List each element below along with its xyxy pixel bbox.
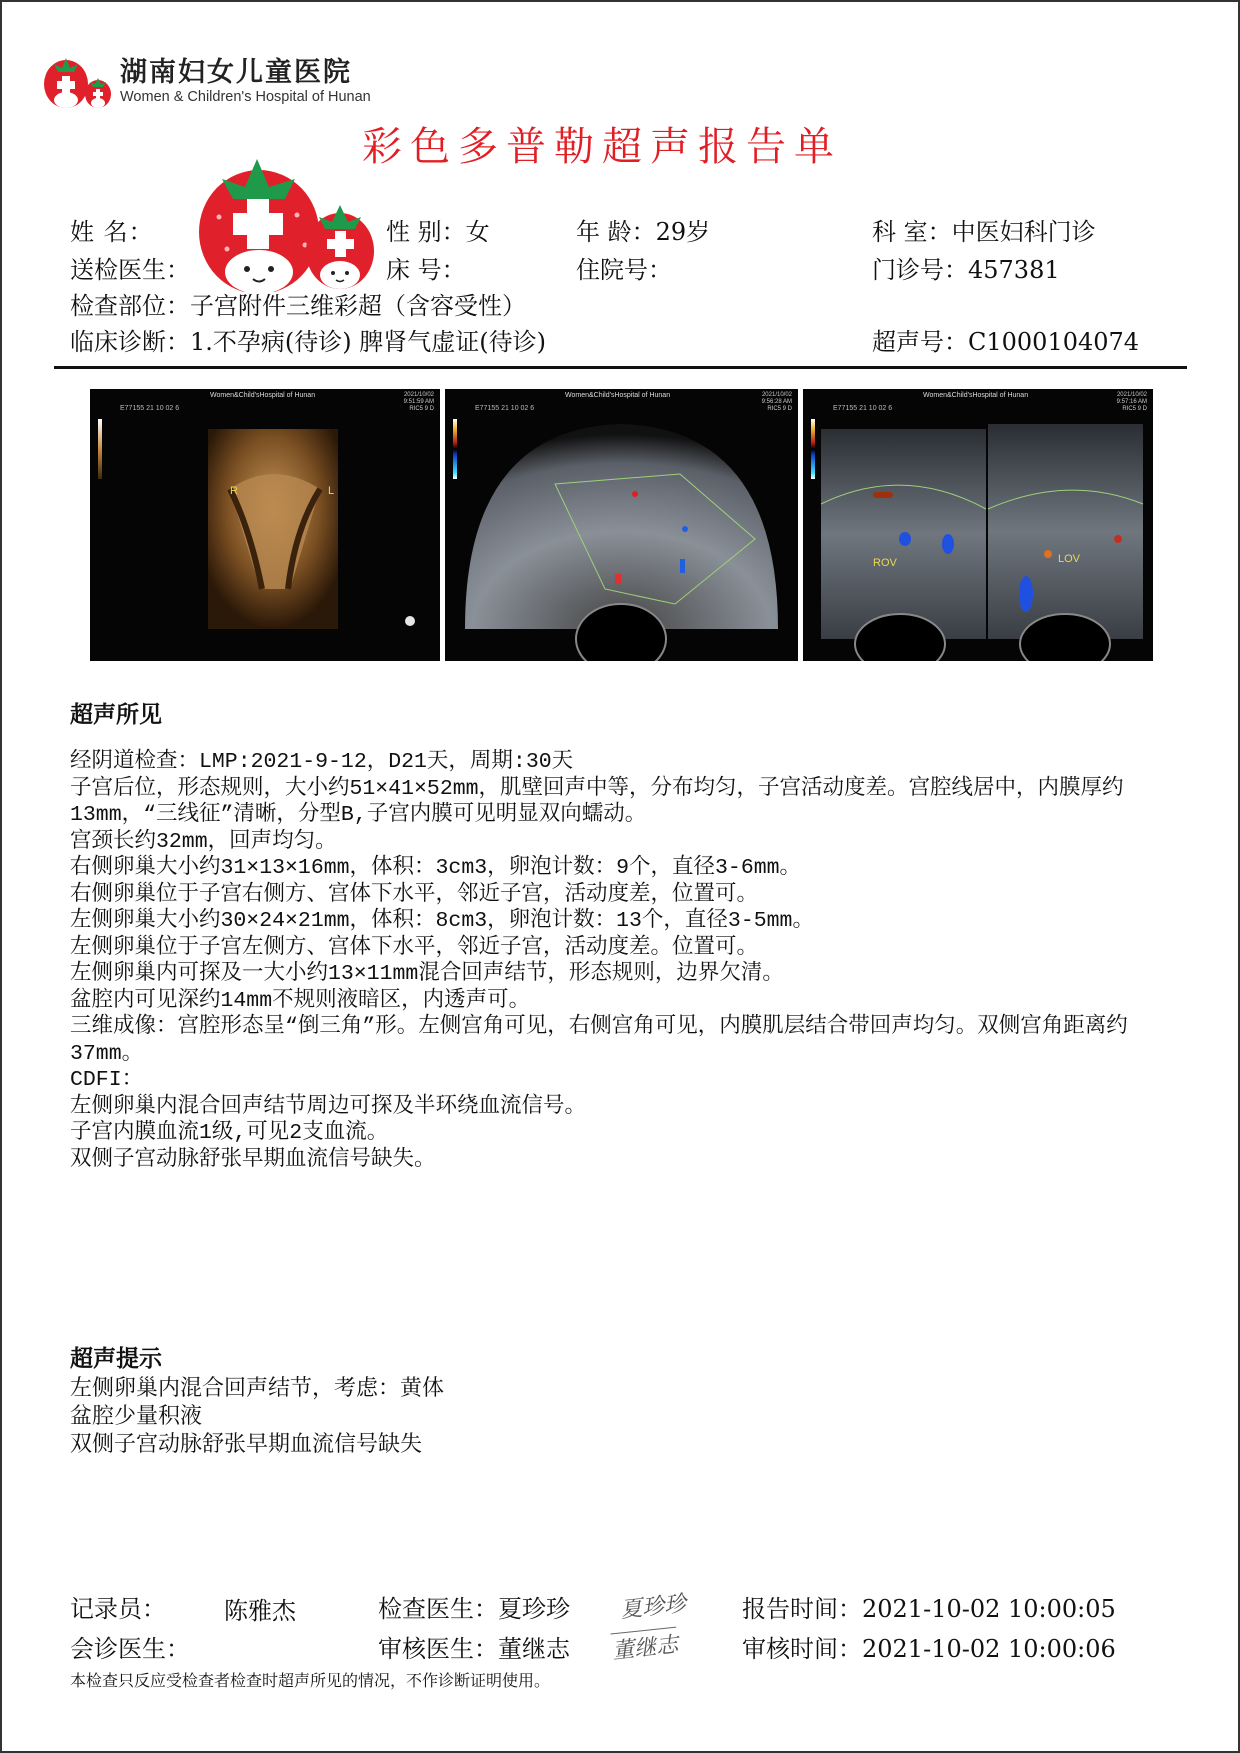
findings-line: 子宫内膜血流1级,可见2支血流。 <box>70 1121 389 1145</box>
review-time-label: 审核时间： <box>742 1635 862 1663</box>
exam-doctor-label: 检查医生： <box>378 1595 498 1623</box>
ultrasound-image-doppler-ovaries <box>803 389 1153 661</box>
image-date: 2021/10/02 <box>761 392 792 398</box>
ultrasound-images <box>90 389 1153 661</box>
findings-line: 盆腔内可见深约14mm不规则液暗区，内透声可。 <box>70 988 531 1013</box>
bed-field <box>386 254 466 286</box>
bed-label: 床 号： <box>386 256 466 284</box>
report-time-field <box>742 1592 1116 1626</box>
age-label: 年 龄： <box>576 218 656 246</box>
consult-doctor-field <box>70 1632 190 1666</box>
exam-site-value: 子宫附件三维彩超（含容受性） <box>190 292 526 320</box>
report-time-label: 报告时间： <box>742 1595 862 1623</box>
image-patient-code: E77155 21 10 02 6 <box>475 405 535 412</box>
marker-right: R <box>230 485 238 497</box>
referring-doctor-field <box>70 254 190 286</box>
findings-line: 双侧子宫动脉舒张早期血流信号缺失。 <box>70 1147 436 1172</box>
findings-line: 三维成像：宫腔形态呈“倒三角”形。左侧宫角可见，右侧宫角可见，内膜肌层结合带回声均匀。双侧宫角距离约37mm。 <box>70 1015 1128 1066</box>
image-date: 2021/10/02 <box>403 392 434 398</box>
impression-line: 盆腔少量积液 <box>70 1405 203 1430</box>
findings-line: 左侧卵巢大小约30×24×21mm，体积：8cm3，卵泡计数：13个，直径3-5mm。 <box>70 909 814 933</box>
exam-doctor-signature: 夏珍珍 <box>619 1591 688 1624</box>
inpatient-no-field <box>576 254 672 286</box>
outpatient-no-label: 门诊号： <box>872 256 968 284</box>
patient-name-label: 姓 名： <box>70 218 154 246</box>
impression-line: 双侧子宫动脉舒张早期血流信号缺失 <box>70 1433 423 1458</box>
ultrasound-no-field <box>872 326 1139 358</box>
ultrasound-no-label: 超声号： <box>872 328 968 356</box>
review-doctor-signature: 董继志 <box>611 1627 680 1666</box>
ultrasound-image-3d <box>90 389 440 661</box>
image-probe: RIC5 9 D <box>1122 406 1147 412</box>
findings-line: 左侧卵巢内可探及一大小约13×11mm混合回声结节，形态规则，边界欠清。 <box>70 962 784 986</box>
ultrasound-image-doppler-uterus <box>445 389 798 661</box>
clinical-dx-value: 1.不孕病(待诊) 脾肾气虚证(待诊) <box>190 328 546 356</box>
report-time-value: 2021-10-02 10:00:05 <box>862 1595 1116 1623</box>
patient-name-field <box>70 216 154 248</box>
gender-label: 性 别： <box>386 218 466 246</box>
clinical-dx-field <box>70 326 546 358</box>
review-time-field <box>742 1632 1116 1666</box>
findings-line: 右侧卵巢大小约31×13×16mm，体积：3cm3，卵泡计数：9个，直径3-6mm。 <box>70 856 802 880</box>
exam-doctor-field <box>378 1592 570 1626</box>
outpatient-no-value: 457381 <box>968 256 1060 284</box>
image-patient-code: E77155 21 10 02 6 <box>120 405 180 412</box>
disclaimer: 本检查只反应受检查者检查时超声所见的情况，不作诊断证明使用。 <box>70 1671 551 1690</box>
findings-line: 子宫后位，形态规则，大小约51×41×52mm，肌壁回声中等，分布均匀，子宫活动度差。宫腔线居中，内膜厚约13mm，“三线征”清晰，分型B,子宫内膜可见明显双向蠕动。 <box>70 776 1124 827</box>
impression-line: 左侧卵巢内混合回声结节，考虑：黄体 <box>70 1377 445 1402</box>
image-time: 9:51:59 AM <box>403 399 434 405</box>
findings-line: 左侧卵巢位于子宫左侧方、宫体下水平，邻近子宫，活动度差。位置可。 <box>70 935 759 960</box>
impression-title: 超声提示 <box>70 1345 162 1372</box>
findings-line: 宫颈长约32mm，回声均匀。 <box>70 829 337 854</box>
marker-rov: ROV <box>873 557 897 569</box>
image-header: Women&Child'sHospital of Hunan <box>923 392 1029 399</box>
image-header: Women&Child'sHospital of Hunan <box>565 392 671 399</box>
department-value: 中医妇科门诊 <box>951 218 1096 246</box>
recorder-value: 陈雅杰 <box>224 1597 296 1625</box>
department-field <box>872 216 1096 248</box>
findings-body <box>70 749 1200 1173</box>
recorder-field <box>70 1592 166 1626</box>
clinical-dx-label: 临床诊断： <box>70 328 190 356</box>
strawberry-logo-icon <box>42 52 114 110</box>
image-date: 2021/10/02 <box>1116 392 1147 398</box>
consult-doctor-label: 会诊医生： <box>70 1635 190 1663</box>
image-header: Women&Child'sHospital of Hunan <box>210 392 316 399</box>
uterus-3d-render <box>90 389 440 661</box>
hospital-logo <box>42 52 371 110</box>
review-doctor-value: 董继志 <box>498 1635 570 1663</box>
marker-left: L <box>328 485 335 497</box>
age-field <box>576 216 710 248</box>
image-patient-code: E77155 21 10 02 6 <box>833 405 893 412</box>
findings-title: 超声所见 <box>70 701 162 728</box>
findings-line: 左侧卵巢内混合回声结节周边可探及半环绕血流信号。 <box>70 1094 587 1119</box>
gender-value: 女 <box>465 218 490 246</box>
review-doctor-label: 审核医生： <box>378 1635 498 1663</box>
image-time: 9:57:16 AM <box>1116 399 1147 405</box>
hospital-name-cn: 湖南妇女儿童医院 <box>120 57 352 88</box>
header-divider <box>54 366 1187 369</box>
review-doctor-field <box>378 1632 570 1666</box>
findings-line: 经阴道检查：LMP:2021-9-12，D21天，周期:30天 <box>70 750 574 774</box>
impression-body <box>70 1376 444 1460</box>
inpatient-no-label: 住院号： <box>576 256 672 284</box>
doppler-ovaries-scan <box>803 389 1153 661</box>
exam-site-field <box>70 290 526 322</box>
findings-line: 右侧卵巢位于子宫右侧方、宫体下水平，邻近子宫，活动度差，位置可。 <box>70 882 759 907</box>
ultrasound-no-value: C1000104074 <box>968 328 1140 356</box>
age-value: 29岁 <box>655 218 711 246</box>
marker-lov: LOV <box>1058 553 1081 565</box>
report-title: 彩色多普勒超声报告单 <box>362 124 842 170</box>
image-probe: RIC5 9 D <box>409 406 434 412</box>
doppler-uterus-scan <box>445 389 798 661</box>
image-probe: RIC5 9 D <box>767 406 792 412</box>
department-label: 科 室： <box>872 218 952 246</box>
gender-field <box>386 216 490 248</box>
strawberry-mascot-icon <box>197 157 377 292</box>
outpatient-no-field <box>872 254 1060 286</box>
image-time: 9:56:28 AM <box>761 399 792 405</box>
review-time-value: 2021-10-02 10:00:06 <box>862 1635 1116 1663</box>
recorder-label: 记录员： <box>70 1595 166 1623</box>
findings-line: CDFI： <box>70 1068 144 1092</box>
exam-doctor-value: 夏珍珍 <box>498 1595 570 1623</box>
hospital-name-en: Women & Children's Hospital of Hunan <box>120 89 371 105</box>
exam-site-label: 检查部位： <box>70 292 190 320</box>
referring-doctor-label: 送检医生： <box>70 256 190 284</box>
